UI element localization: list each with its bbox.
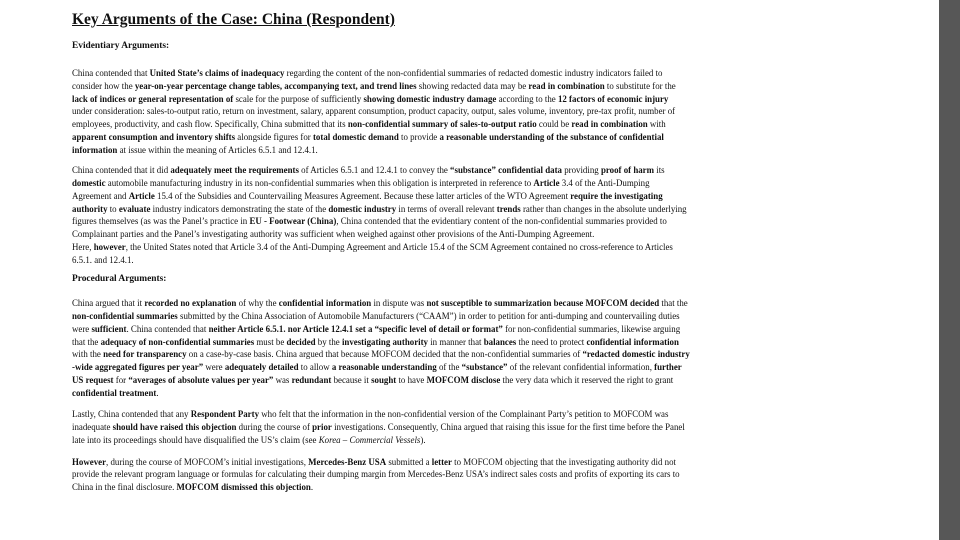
text-run: of Articles 6.5.1 and 12.4.1 to convey the [298, 165, 451, 176]
text-run: in manner that [428, 336, 484, 347]
bold-text-run: read in combination [528, 80, 605, 91]
text-run: to allow [298, 362, 332, 372]
text-run: . [310, 482, 314, 492]
paragraph-line [72, 310, 838, 323]
slide-edge-bar [939, 0, 960, 540]
bold-text-run: a reasonable understanding [331, 362, 437, 372]
bold-text-run: sought [371, 374, 397, 385]
text-run: provide the relevant program language or formulas for calculating their dumping margin from Mercedes-Benz USA’s indirect sales costs and profits of exporting its cars to [72, 469, 680, 480]
text-run: to [107, 203, 119, 214]
paragraph [72, 297, 838, 399]
bold-text-run: trends [496, 203, 521, 214]
bold-text-run: authority [72, 203, 108, 214]
text-run: according to the [496, 93, 558, 104]
bold-text-run: lack of indices or general representation of [72, 93, 234, 104]
text-run: because it [331, 374, 372, 385]
bold-text-run: showing domestic industry damage [363, 93, 497, 104]
paragraph-line [72, 434, 838, 447]
text-run: the very data which it reserved the right to grant [500, 374, 674, 385]
paragraph-line [72, 297, 838, 310]
paragraph [72, 456, 838, 494]
text-run: alongside figures for [235, 131, 313, 142]
text-run: in dispute was [371, 298, 427, 309]
text-run: to provide [398, 131, 440, 142]
bold-text-run: require the investigating [570, 190, 663, 201]
text-run: 6.5.1. and 12.4.1. [72, 254, 134, 265]
paragraph-line [72, 177, 838, 190]
bold-text-run: total domestic demand [312, 131, 399, 142]
text-run: with [647, 119, 666, 129]
paragraph-line [72, 254, 838, 267]
text-run: for [113, 374, 129, 385]
paragraph-line [72, 80, 838, 93]
paragraph-line [72, 374, 838, 387]
paragraph-line [72, 468, 838, 481]
text-run: submitted a [386, 456, 432, 467]
text-run: late into its proceedings should have disqualified the US’s claim (see [72, 434, 319, 445]
bold-text-run: proof of harm [600, 165, 655, 176]
bold-text-run: sufficient [91, 323, 127, 334]
bold-text-run: apparent consumption and inventory shifts [72, 131, 236, 142]
bold-text-run: decided [286, 336, 316, 347]
text-run: regarding the content of the non-confidential summaries of redacted domestic industry indicators failed to [284, 68, 663, 78]
paragraph-line [72, 215, 838, 228]
text-run: Lastly, China contended that any [72, 409, 191, 420]
text-run: at issue within the meaning of Articles 6.5.1 and 12.4.1. [117, 144, 318, 155]
bold-text-run: However [72, 456, 107, 467]
bold-text-run: 12 factors of economic injury [557, 93, 669, 104]
italic-text-run: Korea – Commercial Vessels [318, 434, 421, 445]
text-run: China contended that [72, 68, 150, 78]
paragraph-line [72, 336, 838, 349]
text-run: . [156, 387, 159, 398]
paragraph-line [72, 348, 838, 361]
paragraph-line [72, 456, 838, 469]
text-run: automobile manufacturing industry in its non-confidential summaries when this obligation is interpreted in reference to [105, 178, 534, 188]
bold-text-run: year-on-year percentage change tables, accompanying text, and trend lines [134, 80, 417, 91]
paragraph [72, 164, 838, 266]
text-run: to MOFCOM objecting that the investigating authority did not [451, 456, 677, 467]
bold-text-run: MOFCOM dismissed this objection [176, 482, 311, 492]
text-run: , China contended that the evidentiary content of the non-confidential summaries provided to [336, 216, 667, 227]
text-run: the need to protect [516, 336, 587, 347]
bold-text-run: recorded no explanation [144, 298, 237, 309]
bold-text-run: however [93, 241, 126, 252]
text-run: ). [420, 434, 426, 445]
page-title: Key Arguments of the Case: China (Respondent) [72, 11, 395, 28]
bold-text-run: “averages of absolute values per year” [128, 374, 274, 385]
bold-text-run: balances [483, 336, 517, 347]
paragraph [72, 67, 838, 156]
text-run: China argued that it [72, 298, 145, 309]
text-run: China in the final disclosure. [72, 482, 177, 492]
bold-text-run: evaluate [118, 203, 151, 214]
paragraph-line [72, 118, 838, 131]
text-run: of the [436, 362, 462, 372]
text-run: China contended that it did [72, 165, 171, 176]
paragraph-line [72, 67, 838, 80]
text-run: , during the course of MOFCOM’s initial investigations, [106, 456, 309, 467]
bold-text-run: confidential information [586, 336, 679, 347]
paragraph-line [72, 421, 838, 434]
text-run: showing redacted data may be [416, 80, 529, 91]
paragraph-line [72, 323, 838, 336]
text-run: its [654, 165, 665, 176]
text-run: submitted by the China Association of Automobile Manufacturers (“CAAM”) in order to petition for anti-dumping and countervailing duties [177, 311, 680, 321]
text-run: providing [561, 165, 601, 176]
section-heading-evidentiary: Evidentiary Arguments: [72, 41, 170, 51]
text-run: could be [536, 119, 572, 129]
text-run: with the [72, 349, 104, 360]
bold-text-run: -wide aggregated figures per year” [72, 362, 204, 372]
section-heading-procedural: Procedural Arguments: [72, 274, 167, 285]
paragraph-line [72, 361, 838, 374]
text-run: was [273, 374, 292, 385]
bold-text-run: adequately meet the requirements [170, 165, 299, 176]
text-run: must be [254, 336, 287, 347]
text-run: inadequate [72, 422, 113, 432]
text-run: to substitute for the [604, 80, 676, 91]
bold-text-run: EU - Footwear (China) [249, 216, 337, 227]
bold-text-run: non-confidential summaries [72, 311, 178, 321]
paragraph-line [72, 228, 838, 241]
bold-text-run: investigating authority [341, 336, 428, 347]
text-run: 15.4 of the Subsidies and Countervailing Measures Agreement. Because these latter articles of the WTO Agreement [154, 190, 571, 201]
text-run: of why the [236, 298, 279, 309]
text-run: , the United States noted that Article 3.4 of the Anti-Dumping Agreement and Article 15.4 of the SCM Agreement contained no cross-reference to Articles [125, 241, 673, 252]
bold-text-run: adequacy of non-confidential summaries [100, 336, 255, 347]
paragraph [72, 408, 838, 446]
text-run: that the [659, 298, 688, 309]
bold-text-run: need for transparency [103, 349, 187, 360]
paragraph-line [72, 241, 838, 254]
paragraph-line [72, 190, 838, 203]
bold-text-run: Mercedes-Benz USA [308, 456, 387, 467]
text-run: 3.4 of the Anti-Dumping [559, 178, 650, 188]
text-run: to have [396, 374, 427, 385]
bold-text-run: non-confidential summary of sales-to-output ratio [347, 119, 537, 129]
text-run: in terms of overall relevant [396, 203, 497, 214]
text-run: investigations. Consequently, China argued that raising this issue for the first time before the Panel [331, 422, 685, 432]
paragraph-line [72, 408, 838, 421]
text-run: during the course of [236, 422, 313, 432]
bold-text-run: not susceptible to summarization because MOFCOM decided [426, 298, 660, 309]
text-run: employees, productivity, and cash flow. Specifically, China submitted that its [72, 119, 348, 129]
text-run: industry indicators demonstrating the state of the [150, 203, 329, 214]
slide-content [72, 0, 838, 540]
text-run: Agreement and [72, 190, 129, 201]
paragraph-line [72, 93, 838, 106]
paragraph-line [72, 131, 838, 144]
bold-text-run: further [654, 362, 682, 372]
bold-text-run: redundant [291, 374, 332, 385]
text-run: who felt that the information in the non-confidential version of the Complainant Party’s petition to MOFCOM was [259, 409, 669, 420]
bold-text-run: MOFCOM disclose [426, 374, 501, 385]
text-run: on a case-by-case basis. China argued that because MOFCOM decided that the non-confidential summaries of [186, 349, 583, 360]
text-run: under consideration: sales-to-output ratio, return on investment, salary, apparent consumption, product capacity, output, sales volume, inventory, pre-tax profit, number of [72, 106, 676, 117]
bold-text-run: confidential information [278, 298, 372, 309]
bold-text-run: confidential treatment [72, 387, 157, 398]
bold-text-run: information [72, 144, 118, 155]
paragraph-line [72, 203, 838, 216]
bold-text-run: letter [431, 456, 452, 467]
text-run: were [72, 323, 92, 334]
text-run: were [203, 362, 225, 372]
bold-text-run: Article [128, 190, 155, 201]
text-run: Here, [72, 241, 94, 252]
text-run: for non-confidential summaries, likewise arguing [502, 323, 681, 334]
bold-text-run: “redacted domestic industry [582, 349, 690, 360]
bold-text-run: domestic [72, 178, 106, 188]
bold-text-run: United State’s claims of inadequacy [149, 68, 285, 78]
bold-text-run: US request [72, 374, 114, 385]
bold-text-run: read in combination [571, 119, 648, 129]
text-run: by the [315, 336, 342, 347]
paragraph-line [72, 164, 838, 177]
bold-text-run: Respondent Party [190, 409, 260, 420]
paragraph-line [72, 105, 838, 118]
bold-text-run: prior [312, 422, 332, 432]
bold-text-run: domestic industry [328, 203, 397, 214]
text-run: Complainant parties and the Panel’s investigating authority was sufficient when weighed against other provisions of the Anti-Dumping Agreement. [72, 229, 595, 239]
text-run: . China contended that [126, 323, 209, 334]
bold-text-run: neither Article 6.5.1. nor Article 12.4.1 set a “specific level of detail or format” [208, 323, 503, 334]
text-run: that the [72, 336, 101, 347]
bold-text-run: a reasonable understanding of the substance of confidential [439, 131, 664, 142]
paragraph-line [72, 387, 838, 400]
paragraph-line [72, 481, 838, 494]
bold-text-run: adequately detailed [224, 362, 299, 372]
bold-text-run: “substance” confidential data [450, 165, 562, 176]
text-run: scale for the purpose of sufficiently [233, 93, 364, 104]
text-run: figures themselves (as was the Panel’s practice in [72, 216, 250, 227]
text-run: of the relevant confidential information, [507, 362, 655, 372]
bold-text-run: Article [533, 178, 560, 188]
bold-text-run: “substance” [461, 362, 508, 372]
text-run: consider how the [72, 80, 135, 91]
paragraph-line [72, 144, 838, 157]
bold-text-run: should have raised this objection [112, 422, 237, 432]
text-run: rather than changes in the absolute underlying [520, 203, 687, 214]
